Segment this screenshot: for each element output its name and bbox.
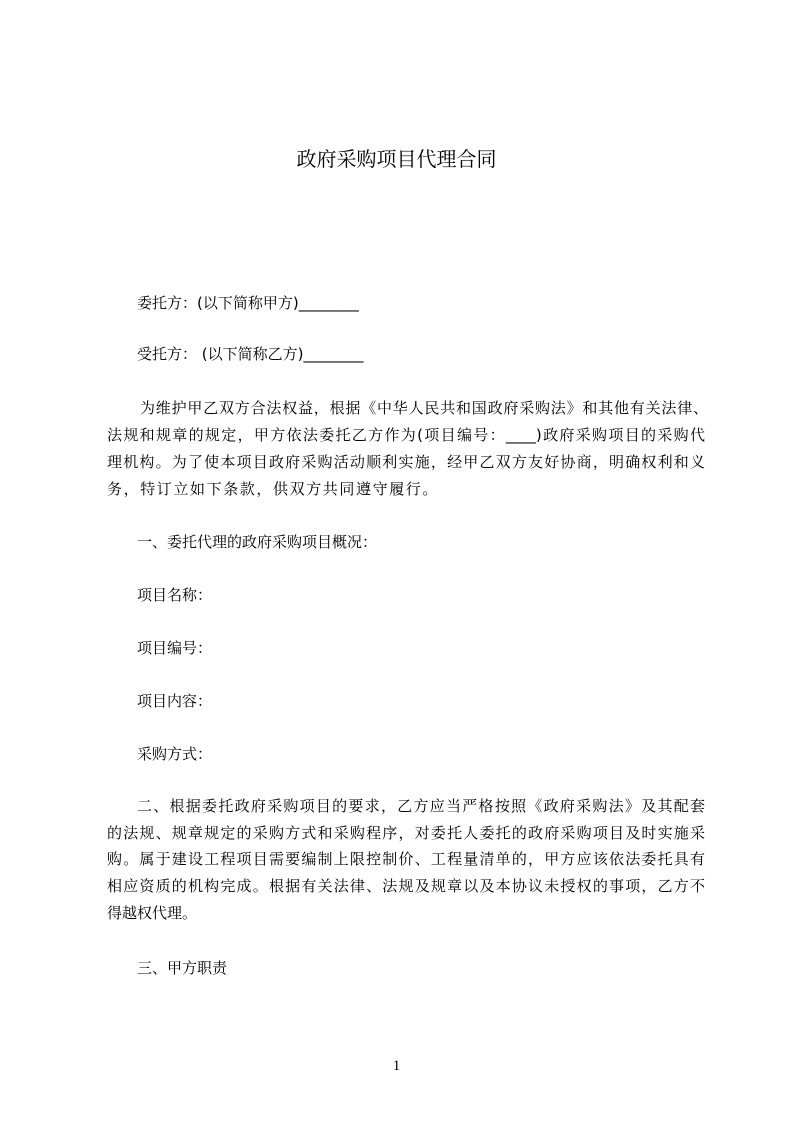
section-3-heading: 三、甲方职责 — [137, 959, 228, 977]
section-2-line: 购。属于建设工程项目需要编制上限控制价、工程量清单的，甲方应该依法委托具有 — [107, 850, 705, 868]
section-1-heading: 一、委托代理的政府采购项目概况： — [137, 533, 378, 551]
section-2-line: 相应资质的机构完成。根据有关法律、法规及规章以及本协议未授权的事项，乙方不 — [107, 877, 705, 895]
client-line: 委托方：(以下简称甲方)________ — [137, 294, 359, 312]
section-2-line: 得越权代理。 — [107, 904, 198, 922]
page-number: 1 — [392, 1058, 401, 1074]
document-title: 政府采购项目代理合同 — [296, 147, 497, 171]
intro-line: 为维护甲乙双方合法权益，根据《中华人民共和国政府采购法》和其他有关法律、 — [140, 399, 708, 417]
agent-line: 受托方： (以下简称乙方)________ — [137, 345, 364, 363]
field-project-name: 项目名称： — [137, 586, 213, 604]
intro-line: 务，特订立如下条款，供双方共同遵守履行。 — [107, 480, 440, 498]
section-2-line: 的法规、规章规定的采购方式和采购程序，对委托人委托的政府采购项目及时实施采 — [107, 824, 705, 842]
field-project-content: 项目内容： — [137, 692, 213, 710]
section-2-line: 二、根据委托政府采购项目的要求，乙方应当严格按照《政府采购法》及其配套 — [137, 797, 705, 815]
field-procurement-method: 采购方式： — [137, 745, 213, 763]
intro-line: 理机构。为了使本项目政府采购活动顺利实施，经甲乙双方友好协商，明确权利和义 — [107, 453, 705, 471]
field-project-number: 项目编号： — [137, 639, 213, 657]
intro-line: 法规和规章的规定，甲方依法委托乙方作为(项目编号：____)政府采购项目的采购代 — [107, 426, 705, 444]
